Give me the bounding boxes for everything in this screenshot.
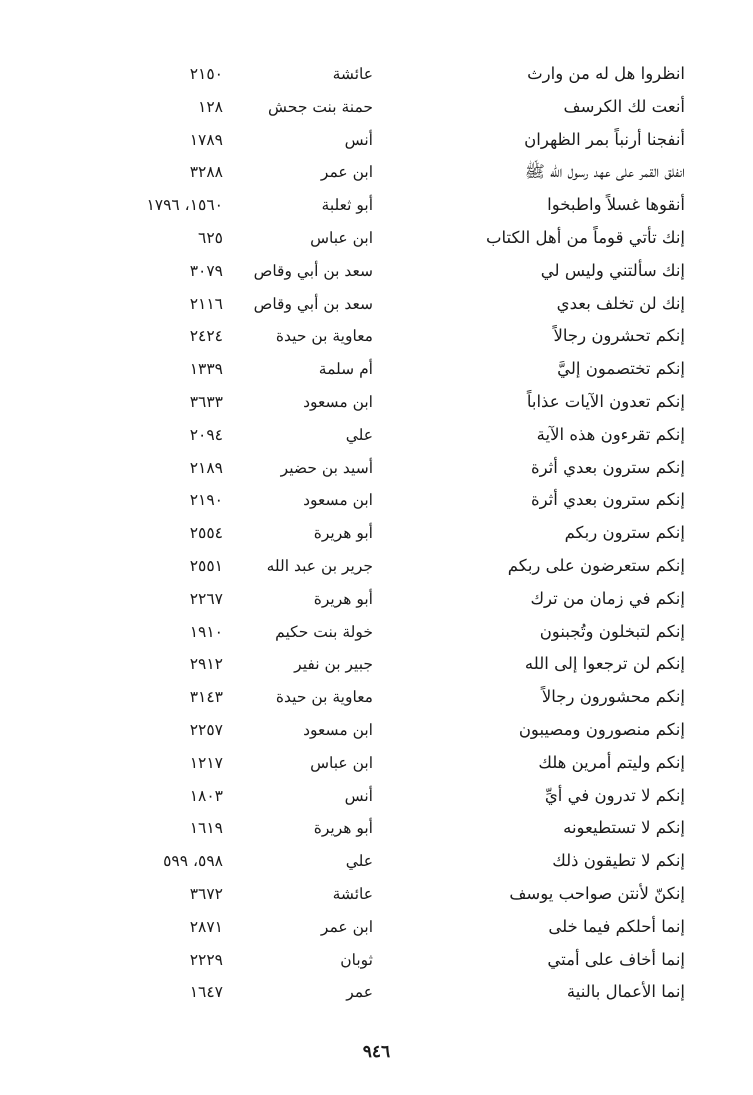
hadith-number: ١٢٨ bbox=[198, 97, 223, 116]
narrator-name: جبير بن نفير bbox=[294, 655, 373, 674]
index-row bbox=[0, 484, 753, 517]
index-row bbox=[0, 124, 753, 157]
hadith-number: ٢١٨٩ bbox=[189, 458, 223, 477]
index-row bbox=[0, 517, 753, 550]
hadith-opening-text: إنك لن تخلف بعدي bbox=[556, 293, 685, 313]
narrator-name: أبو هريرة bbox=[313, 589, 373, 608]
hadith-opening-text: إنكم في زمان من ترك bbox=[530, 588, 685, 608]
hadith-opening-text: إنكم تحشرون رجالاً bbox=[553, 326, 685, 346]
narrator-name: علي bbox=[345, 852, 373, 871]
hadith-opening-text: إنك سألتني وليس لي bbox=[540, 260, 685, 280]
index-row bbox=[0, 255, 753, 288]
hadith-opening-text: إنكم تختصمون إليَّ bbox=[557, 359, 685, 379]
hadith-opening-text: إنما أحلكم فيما خلى bbox=[548, 916, 685, 936]
index-row bbox=[0, 780, 753, 813]
hadith-number: ١٨٠٣ bbox=[189, 786, 223, 805]
hadith-number: ٣١٤٣ bbox=[189, 688, 223, 707]
hadith-number: ٢١٥٠ bbox=[189, 65, 223, 83]
hadith-number: ٣٦٧٢ bbox=[189, 884, 223, 903]
narrator-name: ابن مسعود bbox=[303, 491, 373, 510]
hadith-number: ١٣٣٩ bbox=[189, 360, 223, 379]
index-row bbox=[0, 747, 753, 780]
narrator-name: سعد بن أبي وقاص bbox=[253, 294, 373, 313]
index-row bbox=[0, 681, 753, 714]
narrator-name: ابن عباس bbox=[310, 753, 373, 772]
index-row bbox=[0, 583, 753, 616]
hadith-opening-text: إنكم لا تطيقون ذلك bbox=[552, 851, 685, 871]
narrator-name: علي bbox=[345, 425, 373, 444]
hadith-number: ٢٢٥٧ bbox=[189, 720, 223, 739]
index-row bbox=[0, 452, 753, 485]
hadith-opening-text: إنكم منصورون ومصيبون bbox=[518, 719, 685, 739]
hadith-opening-text: إنك تأتي قوماً من أهل الكتاب bbox=[486, 227, 685, 247]
hadith-number: ٦٢٥ bbox=[198, 228, 223, 247]
index-row bbox=[0, 976, 753, 1009]
narrator-name: جرير بن عبد الله bbox=[266, 556, 373, 575]
narrator-name: أسيد بن حضير bbox=[280, 458, 373, 477]
hadith-opening-text: إنما أخاف على أمتي bbox=[547, 949, 685, 969]
index-row bbox=[0, 91, 753, 124]
index-row bbox=[0, 156, 753, 189]
narrator-name: ابن عمر bbox=[320, 163, 373, 182]
hadith-opening-text: إنكم لن ترجعوا إلى الله bbox=[524, 654, 685, 674]
hadith-number: ١٩١٠ bbox=[189, 622, 223, 641]
hadith-opening-text: إنكم تقرءون هذه الآية bbox=[536, 424, 685, 444]
hadith-opening-text: إنكم سترون بعدي أثرة bbox=[530, 490, 685, 510]
hadith-opening-text: إنكم سترون بعدي أثرة bbox=[530, 457, 685, 477]
hadith-opening-text: أنقوها غسلاً واطبخوا bbox=[547, 195, 685, 215]
hadith-opening-text: إنما الأعمال بالنية bbox=[566, 982, 685, 1002]
index-row bbox=[0, 189, 753, 222]
hadith-opening-text: انظروا هل له من وارث bbox=[527, 64, 685, 83]
index-row bbox=[0, 845, 753, 878]
narrator-name: عائشة bbox=[332, 65, 373, 83]
hadith-number: ٣٦٣٣ bbox=[189, 392, 223, 411]
hadith-number: ١٦٤٧ bbox=[189, 983, 223, 1002]
hadith-number: ٥٩٨، ٥٩٩ bbox=[163, 852, 223, 871]
index-row bbox=[0, 222, 753, 255]
narrator-name: أم سلمة bbox=[318, 360, 373, 379]
hadith-opening-text: إنكم محشورون رجالاً bbox=[541, 687, 685, 707]
index-row bbox=[0, 386, 753, 419]
narrator-name: ابن عمر bbox=[320, 917, 373, 936]
narrator-name: ابن مسعود bbox=[303, 392, 373, 411]
hadith-number: ٢١١٦ bbox=[189, 294, 223, 313]
hadith-number: ١٢١٧ bbox=[189, 753, 223, 772]
hadith-opening-text: أنفجنا أرنباً بمر الظهران bbox=[524, 129, 685, 149]
narrator-name: ابن مسعود bbox=[303, 720, 373, 739]
hadith-number: ٢٩١٢ bbox=[189, 655, 223, 674]
index-row bbox=[0, 878, 753, 911]
narrator-name: عمر bbox=[346, 983, 373, 1002]
hadith-number: ٢٥٥٤ bbox=[189, 524, 223, 543]
narrator-name: أنس bbox=[344, 786, 373, 805]
narrator-name: حمنة بنت جحش bbox=[268, 97, 373, 116]
narrator-name: ثوبان bbox=[340, 950, 373, 969]
index-row bbox=[0, 58, 753, 91]
hadith-number: ١٦١٩ bbox=[189, 819, 223, 838]
index-row bbox=[0, 911, 753, 944]
hadith-opening-text: إنكم سترون ربكم bbox=[564, 523, 685, 543]
hadith-opening-text: إنكم تعدون الآيات عذاباً bbox=[526, 391, 685, 411]
index-row bbox=[0, 320, 753, 353]
hadith-opening-text: أنعت لك الكرسف bbox=[563, 96, 685, 116]
hadith-number: ٢٨٧١ bbox=[189, 917, 223, 936]
hadith-number: ٢١٩٠ bbox=[189, 491, 223, 510]
index-row bbox=[0, 550, 753, 583]
hadith-opening-text: إنكم لا تدرون في أيِّ bbox=[544, 785, 685, 805]
hadith-index-list bbox=[0, 58, 753, 1009]
hadith-opening-text: انفلق القمر على عهد رسول الله ﷺ bbox=[524, 162, 685, 182]
hadith-opening-text: إنكم ستعرضون على ربكم bbox=[507, 555, 685, 575]
hadith-number: ٣٠٧٩ bbox=[189, 261, 223, 280]
narrator-name: أبو ثعلبة bbox=[321, 196, 373, 215]
hadith-number: ٣٢٨٨ bbox=[189, 163, 223, 182]
narrator-name: سعد بن أبي وقاص bbox=[253, 261, 373, 280]
narrator-name: أبو هريرة bbox=[313, 524, 373, 543]
index-row bbox=[0, 353, 753, 386]
narrator-name: أبو هريرة bbox=[313, 819, 373, 838]
hadith-opening-text: إنكم لتبخلون وتُجبنون bbox=[539, 621, 685, 641]
index-row bbox=[0, 288, 753, 321]
index-row bbox=[0, 812, 753, 845]
index-row bbox=[0, 616, 753, 649]
index-row bbox=[0, 419, 753, 452]
hadith-number: ٢٥٥١ bbox=[189, 556, 223, 575]
index-row bbox=[0, 714, 753, 747]
hadith-number: ١٥٦٠، ١٧٩٦ bbox=[146, 196, 223, 215]
hadith-opening-text: إنكم وليتم أمرين هلك bbox=[538, 752, 685, 772]
narrator-name: معاوية بن حيدة bbox=[275, 327, 373, 346]
index-row bbox=[0, 944, 753, 977]
hadith-number: ١٧٨٩ bbox=[189, 130, 223, 149]
narrator-name: خولة بنت حكيم bbox=[275, 622, 373, 641]
page-number: ٩٤٦ bbox=[362, 1042, 391, 1062]
narrator-name: معاوية بن حيدة bbox=[275, 688, 373, 707]
hadith-opening-text: إنكنّ لأنتن صواحب يوسف bbox=[509, 883, 685, 903]
hadith-number: ٢٢٦٧ bbox=[189, 589, 223, 608]
hadith-number: ٢٤٢٤ bbox=[189, 327, 223, 346]
narrator-name: ابن عباس bbox=[310, 228, 373, 247]
hadith-opening-text: إنكم لا تستطيعونه bbox=[563, 818, 685, 838]
hadith-number: ٢٢٢٩ bbox=[189, 950, 223, 969]
hadith-number: ٢٠٩٤ bbox=[189, 425, 223, 444]
narrator-name: أنس bbox=[344, 130, 373, 149]
narrator-name: عائشة bbox=[332, 884, 373, 903]
index-row bbox=[0, 648, 753, 681]
